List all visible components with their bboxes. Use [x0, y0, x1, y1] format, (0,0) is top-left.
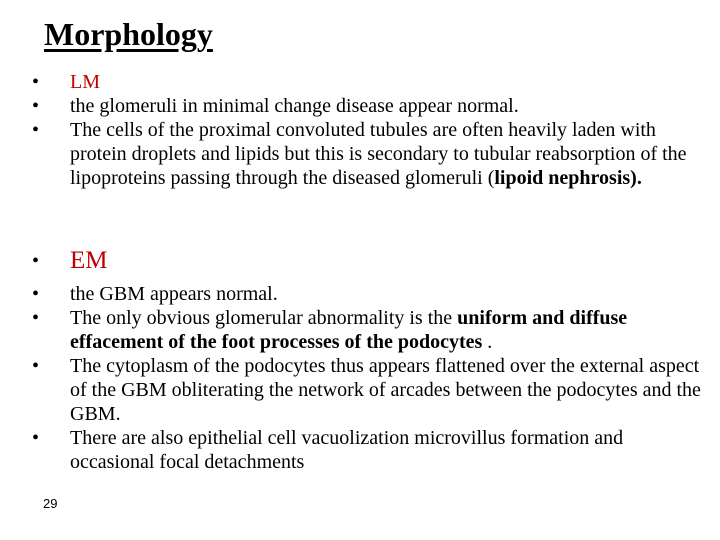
- bullet: •: [32, 95, 40, 117]
- bullet: •: [32, 427, 40, 449]
- em-item-text: The only obvious glomerular abnormality is the: [70, 307, 458, 329]
- em-item-text: There are also epithelial cell vacuolization microvillus formation and occasional focal detachments: [70, 427, 624, 473]
- list-item: [32, 118, 702, 190]
- bullet: •: [32, 355, 40, 377]
- bullet: •: [32, 250, 40, 272]
- lm-item-text: the glomeruli in minimal change disease appear normal.: [70, 95, 519, 117]
- bullet: •: [32, 307, 40, 329]
- em-heading-list: [32, 246, 702, 276]
- lipoid-nephrosis-term: lipoid nephrosis).: [494, 167, 642, 189]
- bullet: •: [32, 119, 40, 141]
- page-number: 29: [43, 496, 58, 511]
- em-item-text: The cytoplasm of the podocytes thus appears flattened over the external aspect of the GBM obliterating the network of arcades between the podocytes and the GBM.: [70, 355, 701, 425]
- em-heading: EM: [70, 247, 108, 274]
- list-item: [32, 426, 702, 474]
- slide-title: Morphology: [44, 16, 213, 52]
- list-item: [32, 306, 702, 354]
- lm-list: [32, 70, 702, 190]
- em-item-tail: .: [482, 331, 493, 353]
- bullet: •: [32, 71, 40, 93]
- em-list: [32, 282, 702, 474]
- list-item: [32, 70, 702, 94]
- em-item-text: the GBM appears normal.: [70, 283, 278, 305]
- list-item: [32, 246, 702, 276]
- list-item: [32, 354, 702, 426]
- list-item: [32, 94, 702, 118]
- lm-item-text: The cells of the proximal convoluted tubules are often heavily laden with protein droplets and lipids but this is secondary to tubular reabsorption of the lipoproteins passing through the diseased glomeruli (: [70, 119, 687, 189]
- list-item: [32, 282, 702, 306]
- lm-heading: LM: [70, 71, 100, 93]
- bullet: •: [32, 283, 40, 305]
- effacement-term: uniform and diffuse effacement of the foot processes of the podocytes: [70, 307, 628, 353]
